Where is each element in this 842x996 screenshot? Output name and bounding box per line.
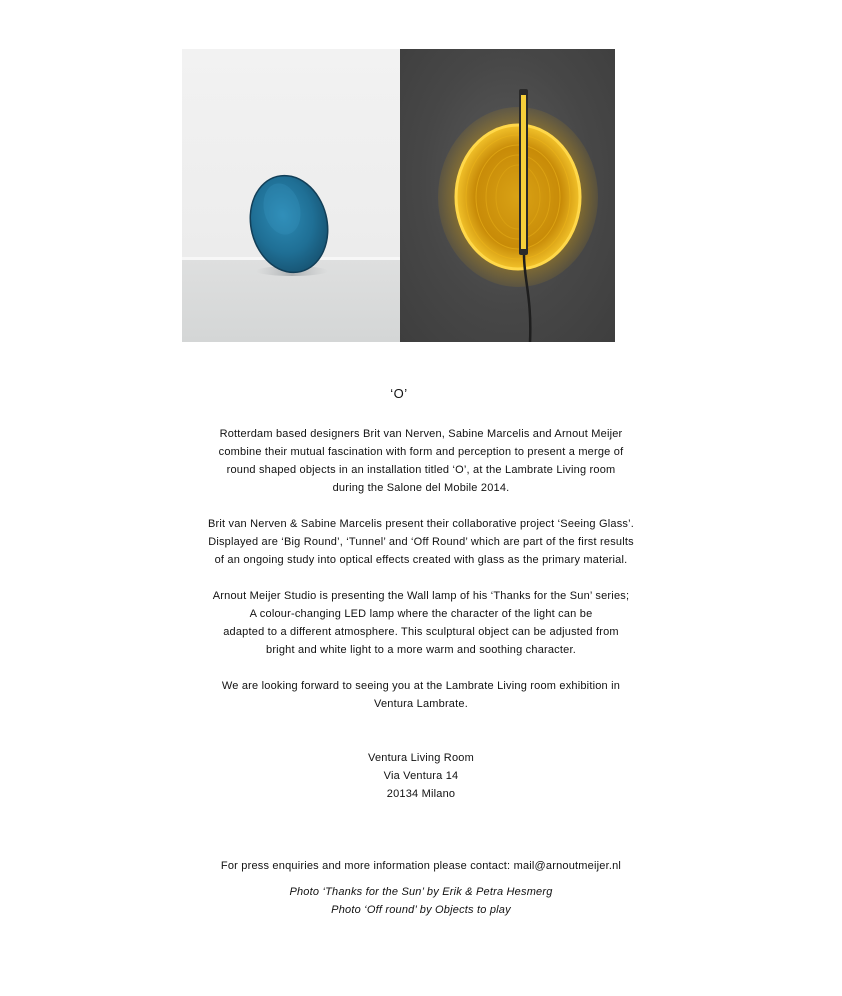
wall-lamp-line: A colour-changing LED lamp where the character of the light can be — [249, 608, 593, 620]
address-line: Via Ventura 14 — [383, 770, 459, 782]
invite-line: Ventura Lambrate. — [374, 698, 468, 710]
intro-line: combine their mutual fascination with form and perception to present a merge of — [218, 446, 624, 458]
intro-paragraph — [0, 425, 842, 497]
invite-paragraph — [0, 677, 842, 713]
wall-lamp-line: bright and white light to a more warm and soothing character. — [266, 644, 576, 656]
credit-line: Photo ‘Off round’ by Objects to play — [331, 904, 511, 916]
address-block — [0, 749, 842, 803]
seeing-glass-line: Brit van Nerven & Sabine Marcelis present their collaborative project ‘Seeing Glass’. — [207, 518, 635, 530]
seeing-glass-photo — [182, 49, 400, 342]
address-line: 20134 Milano — [386, 788, 456, 800]
seeing-glass-line: Displayed are ‘Big Round’, ‘Tunnel’ and ‘Off Round’ which are part of the first results — [208, 536, 634, 548]
intro-line: Rotterdam based designers Brit van Nerven, Sabine Marcelis and Arnout Meijer — [219, 428, 623, 440]
intro-line: during the Salone del Mobile 2014. — [332, 482, 510, 494]
wall-lamp-paragraph — [0, 587, 842, 659]
page-title: ‘O’ — [390, 386, 408, 401]
press-line — [0, 857, 842, 875]
press-contact — [0, 857, 842, 875]
seeing-glass-paragraph — [0, 515, 842, 569]
hero-image — [182, 49, 615, 342]
intro-line: round shaped objects in an installation titled ‘O’, at the Lambrate Living room — [226, 464, 616, 476]
photo-credits — [0, 883, 842, 919]
credit-line: Photo ‘Thanks for the Sun’ by Erik & Petra Hesmerg — [289, 886, 553, 898]
invite-line: We are looking forward to seeing you at the Lambrate Living room exhibition in — [221, 680, 621, 692]
wall-lamp-photo — [400, 49, 615, 342]
wall-lamp-line: Arnout Meijer Studio is presenting the Wall lamp of his ‘Thanks for the Sun’ series; — [212, 590, 630, 602]
press-email-link[interactable]: mail@arnoutmeijer.nl — [513, 860, 622, 872]
seeing-glass-line: of an ongoing study into optical effects created with glass as the primary material. — [214, 554, 628, 566]
wall-lamp-graphic — [400, 49, 615, 342]
address-line: Ventura Living Room — [368, 752, 474, 764]
wall-lamp-line: adapted to a different atmosphere. This sculptural object can be adjusted from — [223, 626, 619, 638]
blue-mirror-graphic — [182, 49, 400, 342]
press-text: For press enquiries and more information please contact: — [220, 860, 514, 872]
